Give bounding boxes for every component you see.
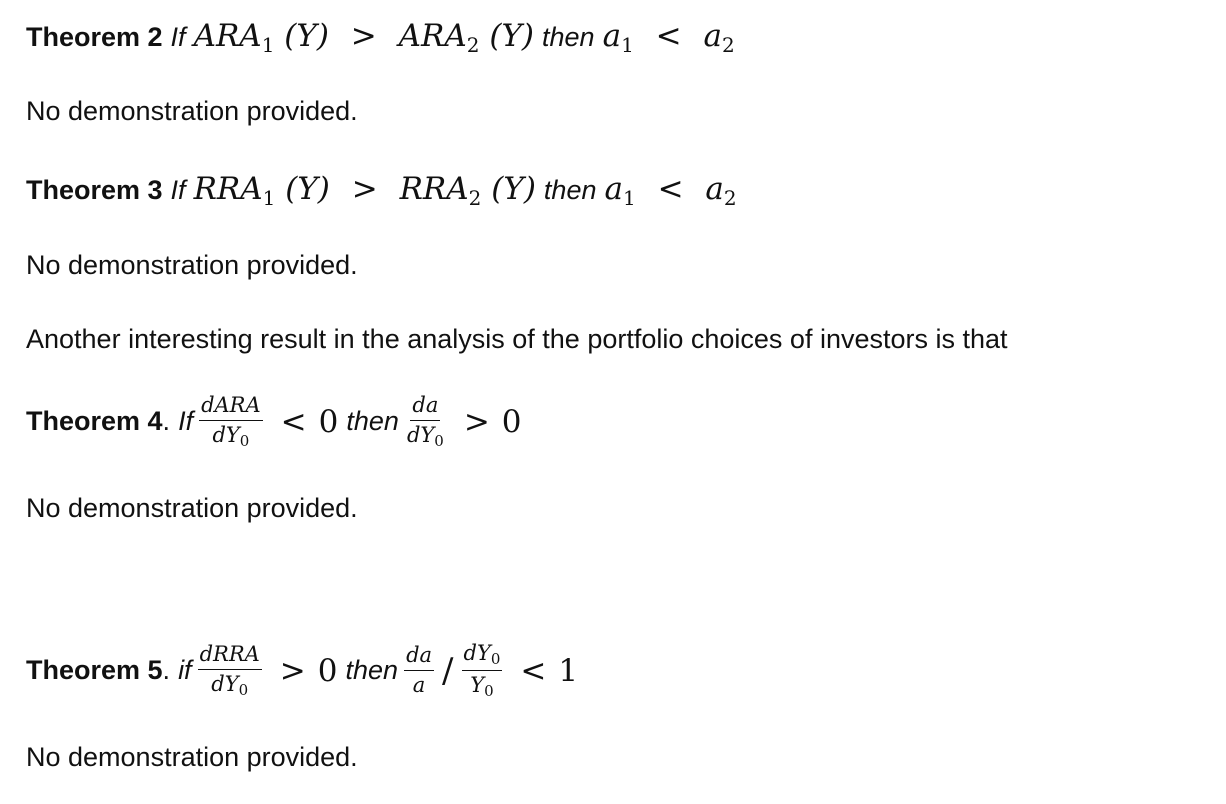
- theorem-label: Theorem 2: [26, 22, 163, 52]
- fraction-da-dy0: $\frac{da}{dY_0}$: [406, 393, 444, 450]
- intro-paragraph: Another interesting result in the analysis of the portfolio choices of investors is that: [26, 324, 1008, 354]
- division-slash: /: [442, 650, 454, 691]
- theorem-5: Theorem 5 . if $\frac{\text{dRRA}}{dY_0}$ > 0 then $\frac{da}{a}$ / $\frac{dY_0}{Y_0}$ < 1: [26, 641, 579, 700]
- if-word: if: [178, 655, 192, 686]
- demonstration-note: No demonstration provided.: [26, 493, 358, 523]
- if-word: If: [178, 406, 194, 437]
- then-word: then: [345, 655, 399, 686]
- then-word: then: [346, 406, 399, 437]
- fraction-da-a: $\frac{da}{a}$: [406, 643, 433, 697]
- theorem-label: Theorem 5: [26, 655, 163, 686]
- theorem-label: Theorem 4: [26, 406, 163, 437]
- theorem-label: Theorem 3: [26, 175, 163, 205]
- inequality-rhs: $a_1 < a_2$: [604, 171, 737, 210]
- theorem-3: [26, 171, 737, 210]
- fraction-drra-dy0: $\frac{\text{dRRA}}{dY_0}$: [199, 642, 260, 699]
- inequality-lhs: $ARA_1$ $(Y) > ARA_2$ (Y): [193, 18, 535, 57]
- theorem-2: [26, 18, 735, 57]
- inequality-rhs: $a_1 < a_2$: [602, 18, 735, 57]
- then-word: then: [543, 175, 597, 205]
- demonstration-note: No demonstration provided.: [26, 96, 358, 126]
- demonstration-note: No demonstration provided.: [26, 250, 358, 280]
- then-word: then: [542, 22, 595, 52]
- if-word: If: [170, 175, 186, 205]
- fraction-dy0-y0: $\frac{dY_0}{Y_0}$: [463, 641, 501, 700]
- theorem-4: Theorem 4 . If $\frac{\text{dARA}}{dY_0}$ < 0 then $\frac{da}{dY_0}$ > 0: [26, 393, 522, 450]
- fraction-dara-dy0: $\frac{\text{dARA}}{dY_0}$: [201, 393, 261, 450]
- inequality-lhs: $RRA_1$ $(Y) > RRA_2$ (Y): [193, 171, 536, 210]
- demonstration-note: No demonstration provided.: [26, 742, 358, 772]
- if-word: If: [170, 22, 186, 52]
